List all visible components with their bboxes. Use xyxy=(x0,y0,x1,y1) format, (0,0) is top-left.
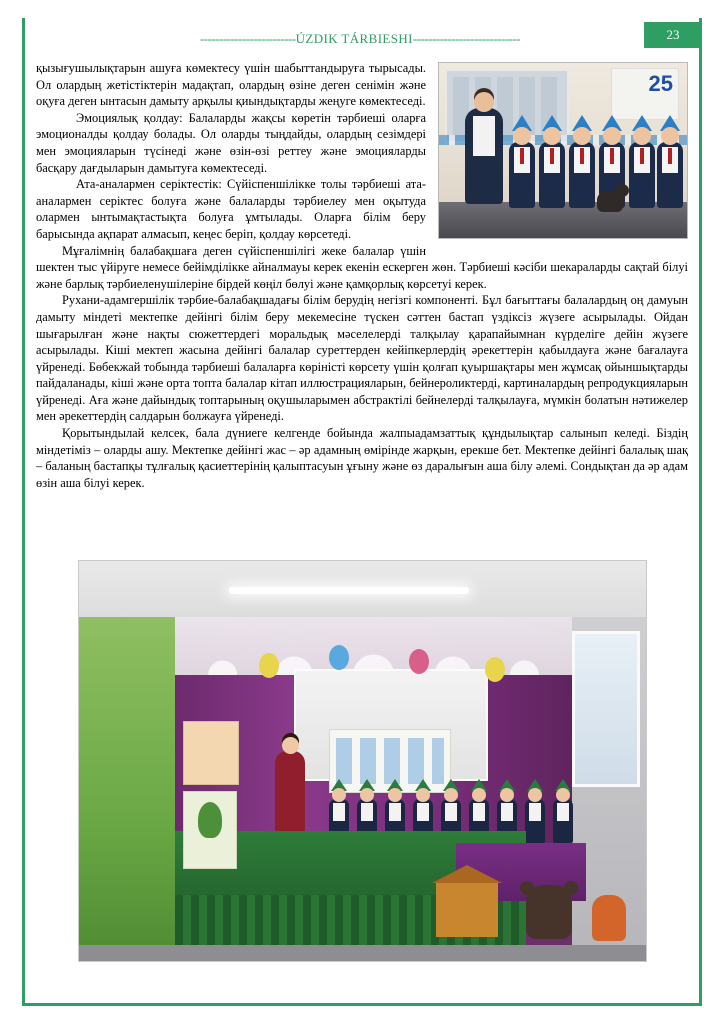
page-border-left xyxy=(22,18,25,1006)
page-border-right xyxy=(699,18,702,1006)
child-head xyxy=(388,788,402,802)
child-shirt xyxy=(333,803,345,821)
paragraph-4: Мұғалімнің балабақшаға деген сүйіспеншілігі жеке балалар үшін шектен тыс үйіруге немесе бейімділікке айналмауы керек екенін ескерген жөн. Тәрбиеші кәсіби шекараларды сақтай білуі және барлық тәрбиеленушілеріне бірдей көңіл бөлуі және қамқорлық көрсетуі керек. xyxy=(36,243,688,291)
child-shirt xyxy=(417,803,429,821)
craft-house-display xyxy=(436,881,498,937)
stage-left-display-board xyxy=(183,721,239,785)
child-head xyxy=(332,788,346,802)
child-head xyxy=(661,127,679,145)
child-head xyxy=(528,788,542,802)
child-head xyxy=(513,127,531,145)
fox-figure-icon xyxy=(592,895,626,941)
photo-child-figure xyxy=(569,142,595,208)
running-header xyxy=(60,31,660,47)
paragraph-3-parent-partnership: Ата-аналармен серіктестік: Сүйіспеншілікке толы тәрбиеші ата-аналармен серіктес болуға және балаларды тәрбиелеу мен оқытуда олармен ынтымақтастықта болуға ұмтылады. Оларға білім беру барысында ақпарат алмасып, кеңес беріп, қолдау көрсетеді. xyxy=(36,177,426,241)
child-shirt xyxy=(529,803,541,821)
child-head xyxy=(500,788,514,802)
stage-child-figure xyxy=(525,799,545,843)
header-dash-right: ---------------------------- xyxy=(412,31,521,46)
craft-tree-display xyxy=(183,791,237,869)
child-head xyxy=(573,127,591,145)
child-head xyxy=(556,788,570,802)
child-tie xyxy=(520,148,524,164)
dog-figure-icon xyxy=(597,192,623,212)
bear-figure-icon xyxy=(526,885,572,939)
child-tie xyxy=(640,148,644,164)
child-shirt xyxy=(389,803,401,821)
page-number xyxy=(644,22,702,48)
photo-child-figure xyxy=(509,142,535,208)
stage-left-wall xyxy=(79,617,175,961)
child-tie xyxy=(668,148,672,164)
photo-child-figure xyxy=(657,142,683,208)
child-tie xyxy=(550,148,554,164)
child-head xyxy=(360,788,374,802)
balloon-icon xyxy=(409,649,429,674)
page-content xyxy=(36,60,688,491)
child-head xyxy=(633,127,651,145)
page-number-value: 23 xyxy=(666,27,680,42)
child-head xyxy=(472,788,486,802)
child-shirt xyxy=(361,803,373,821)
photo-child-figure xyxy=(539,142,565,208)
child-head xyxy=(416,788,430,802)
paragraph-1: қызығушылықтарын ашуға көмектесу үшін шабыттандыруға тырысады. Ол олардың жетістіктерін мадақтап, олардың өзіне деген сенімін және оқуға деген ынтасын дамыту арқылы қиындықтарды жеңуге көмектеседі. xyxy=(36,61,426,109)
stage-child-figure xyxy=(553,799,573,843)
paragraph-2-emotional-support: Эмоциялық қолдау: Балаларды жақсы көретін тәрбиеші оларға эмоционалды қолдау болады. Ол оларды тыңдайды, олардың сезімдері мен эмоцияларын түсінеді және өзін-өзі реттеу және эмоцияларды басқару дағдыларын дамытуға көмектеседі. xyxy=(36,110,426,175)
photo-child-figure xyxy=(629,142,655,208)
child-shirt xyxy=(473,803,485,821)
kindergarten-children-group-photo xyxy=(438,62,688,239)
balloon-icon xyxy=(329,645,349,670)
paragraph-5: Рухани-адамгершілік тәрбие-балабақшадағы білім берудің негізгі компоненті. Бұл бағыттағы балалардың оң дамуын дамыту міндеті мектепке дейінгі білім беру мекемесіне түскен сәттен бастап үздіксіз жүзеге асырылады. Ойдан шығарылған және нақты сюжеттердегі моральдық мәселелерді талқылау қарапайымнан күрделіге дейін жүзеге асырылады. Кіші мектеп жасына дейінгі балалар суреттерден кейіпкерлердің әрекеттерін қабылдауға және бағалауға үйренеді. Бөбекжай тобында тәрбиеші балаларға көріністі көрсету үшін қолғап қуыршақтары мен жұмсақ ойыншықтарды пайдаланады, кіші және орта топта балалар кітап иллюстрацияларын, бейнероликтерді, картиналардың репродукцияларын үйренеді. Аға және дайындық топтарының оқушыларымен абстрактілі бейнелерді талқылауға, мүмкін болатын нәтижелер мен әрекеттердің салдарын болжауға үйренеді. xyxy=(36,293,688,424)
stage-floor xyxy=(79,945,646,961)
header-title: ÚZDIK TÁRBIESHI xyxy=(295,31,413,46)
paragraph-6-conclusion: Қорытындылай келсек, бала дүниеге келгенде бойында жалпыадамзаттық құндылықтар салынып келеді. Біздің міндетіміз – оларды ашу. Мектепке дейінгі жас – әр адамның өмірінде жарқын, ерекше бет. Мектепке дейінгі балалық шақ – баланың бастапқы тұлғалық қасиеттерінің қалыптасуын ұғыну және өз даралығын аша білу әлемі. Сондықтан да әр адам өзін аша білуі керек. xyxy=(36,426,688,490)
child-head xyxy=(603,127,621,145)
stage-teacher-figure xyxy=(275,751,305,837)
ceiling-light-icon xyxy=(229,587,469,594)
kindergarten-stage-event-photo xyxy=(78,560,647,962)
balloon-icon xyxy=(259,653,279,678)
child-head xyxy=(444,788,458,802)
child-tie xyxy=(610,148,614,164)
child-tie xyxy=(580,148,584,164)
photo-poster-number: 25 xyxy=(648,71,673,96)
header-dash-left: ------------------------- xyxy=(199,31,296,46)
child-shirt xyxy=(501,803,513,821)
balloon-icon xyxy=(485,657,505,682)
stage-curtain-valance xyxy=(175,617,572,675)
child-shirt xyxy=(557,803,569,821)
child-shirt xyxy=(445,803,457,821)
child-head xyxy=(543,127,561,145)
photo-teacher-figure xyxy=(465,108,503,204)
stage-window xyxy=(572,631,640,787)
page-border-bottom xyxy=(22,1003,702,1006)
